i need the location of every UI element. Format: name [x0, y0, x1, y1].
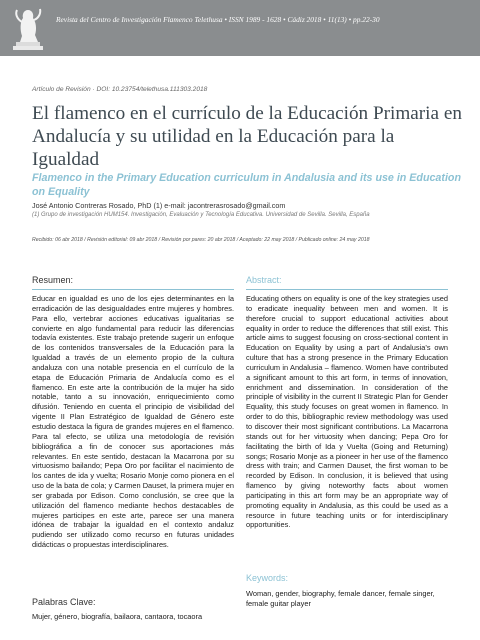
author-affiliation: (1) Grupo de investigación HUM154. Investigación, Evaluación y Tecnología Educativa. Universidad de Sevilla. Sevilla, España: [32, 212, 370, 218]
article-type-doi: Artículo de Revisión · DOI: 10.23754/telethusa.111303.2018: [32, 86, 208, 93]
publication-dates: Recibido: 06 abr 2018 / Revisión editorial: 09 abr 2018 / Revisión por pares: 20 abr 2018 / Aceptado: 22 may 2018 / Publicado online: 24 may 2018: [32, 237, 370, 243]
resumen-text: Educar en igualdad es uno de los ejes determinantes en la erradicación de las desigualdades entre mujeres y hombres. Para ello, vertebrar acciones educativas igualitarias se convierte en algo fundamental para reducir las diferencias todavía existentes. Este trabajo pretende sugerir un enfoque de los contenidos transversales de la Educación para la Igualdad a través de un elemento propio de la cultura andaluza con una notable presencia en el currículo de la etapa de Educación Primaria de Andalucía como es el flamenco. En este arte la contribución de la mujer ha sido notable, tanto a su innovación, enriquecimiento como difusión. Teniendo en cuenta el principio de visibilidad del vigente II Plan Estratégico de Igualdad de Género este estudio destaca la figura de grandes mujeres en el flamenco. Para tal efecto, se utiliza una metodología de revisión bibliográfica a fin de conocer sus aportaciones más relevantes. En este sentido, destacan la Macarrona por su virtuosismo bailando; Pepa Oro por facilitar el nacimiento de los cantes de ida y vuelta; Rosario Monje como pionera en el uso de la bata de cola; y Carmen Dauset, la primera mujer en ser grabada por Edison. Como conclusión, se cree que la utilización del flamenco mediante hechos destacables de mujeres participes en este arte, parece ser una manera idónea de trabajar la igualdad en el contexto andaluz pudiendo ser utilizado como recurso en futuras unidades didácticas o propuestas interdisciplinares.: [32, 294, 234, 550]
journal-logo-icon: [10, 2, 50, 52]
abstract-text: Educating others on equality is one of the key strategies used to eradicate inequality between men and women. It is therefore crucial to support educational activities about equality in order to reduce the differences that still exist. This article aims to suggest focusing on cross-sectional content in Education on Equality by using a part of Andalusia’s own culture that has a strong presence in the Primary Education curriculum in Andalusia – flamenco. Women have contributed a significant amount to this art form, in terms of innovation, enrichment and dissemination. In consideration of the principle of visibility in the current II Strategic Plan for Gender Equality, this study focuses on great women in flamenco. In order to do this, bibliographic review methodology was used to discover their most significant contributions. La Macarrona stands out for her virtuosity when dancing; Pepa Oro for facilitating the birth of Ida y Vuelta (Going and Returning) songs; Rosario Monje as a pioneer in her use of the flamenco dress with train; and Carmen Dauset, the first woman to be recorded by Edison. In conclusion, it is believed that using flamenco by giving noteworthy facts about women participating in this art form may be an appropriate way of promoting equality in Andalusia, as this could be used as a resource in future teaching units or for interdisciplinary opportunities.: [246, 294, 448, 530]
keywords-heading: Keywords:: [246, 573, 289, 583]
abstract-divider: [246, 289, 448, 290]
palabras-clave-heading: Palabras Clave:: [32, 597, 96, 607]
abstract-heading: Abstract:: [246, 275, 282, 285]
resumen-divider: [32, 289, 234, 290]
journal-header-band: [0, 0, 480, 56]
article-title: El flamenco en el currículo de la Educación Primaria en Andalucía y su utilidad en la Educación para la Igualdad: [32, 103, 462, 170]
article-title-english: Flamenco in the Primary Education curriculum in Andalusia and its use in Education on Equality: [32, 172, 461, 198]
author-line: José Antonio Contreras Rosado, PhD (1) e-mail: jacontrerasrosado@gmail.com: [32, 201, 286, 210]
resumen-heading: Resumen:: [32, 275, 74, 285]
journal-header-line: Revista del Centro de Investigación Flamenco Telethusa • ISSN 1989 - 1628 • Cádiz 2018 • 11(13) • pp.22-30: [56, 15, 380, 24]
palabras-clave-list: Mujer, género, biografía, bailaora, cantaora, tocaora: [32, 612, 203, 621]
keywords-list: Woman, gender, biography, female dancer, female singer, female guitar player: [246, 589, 435, 608]
